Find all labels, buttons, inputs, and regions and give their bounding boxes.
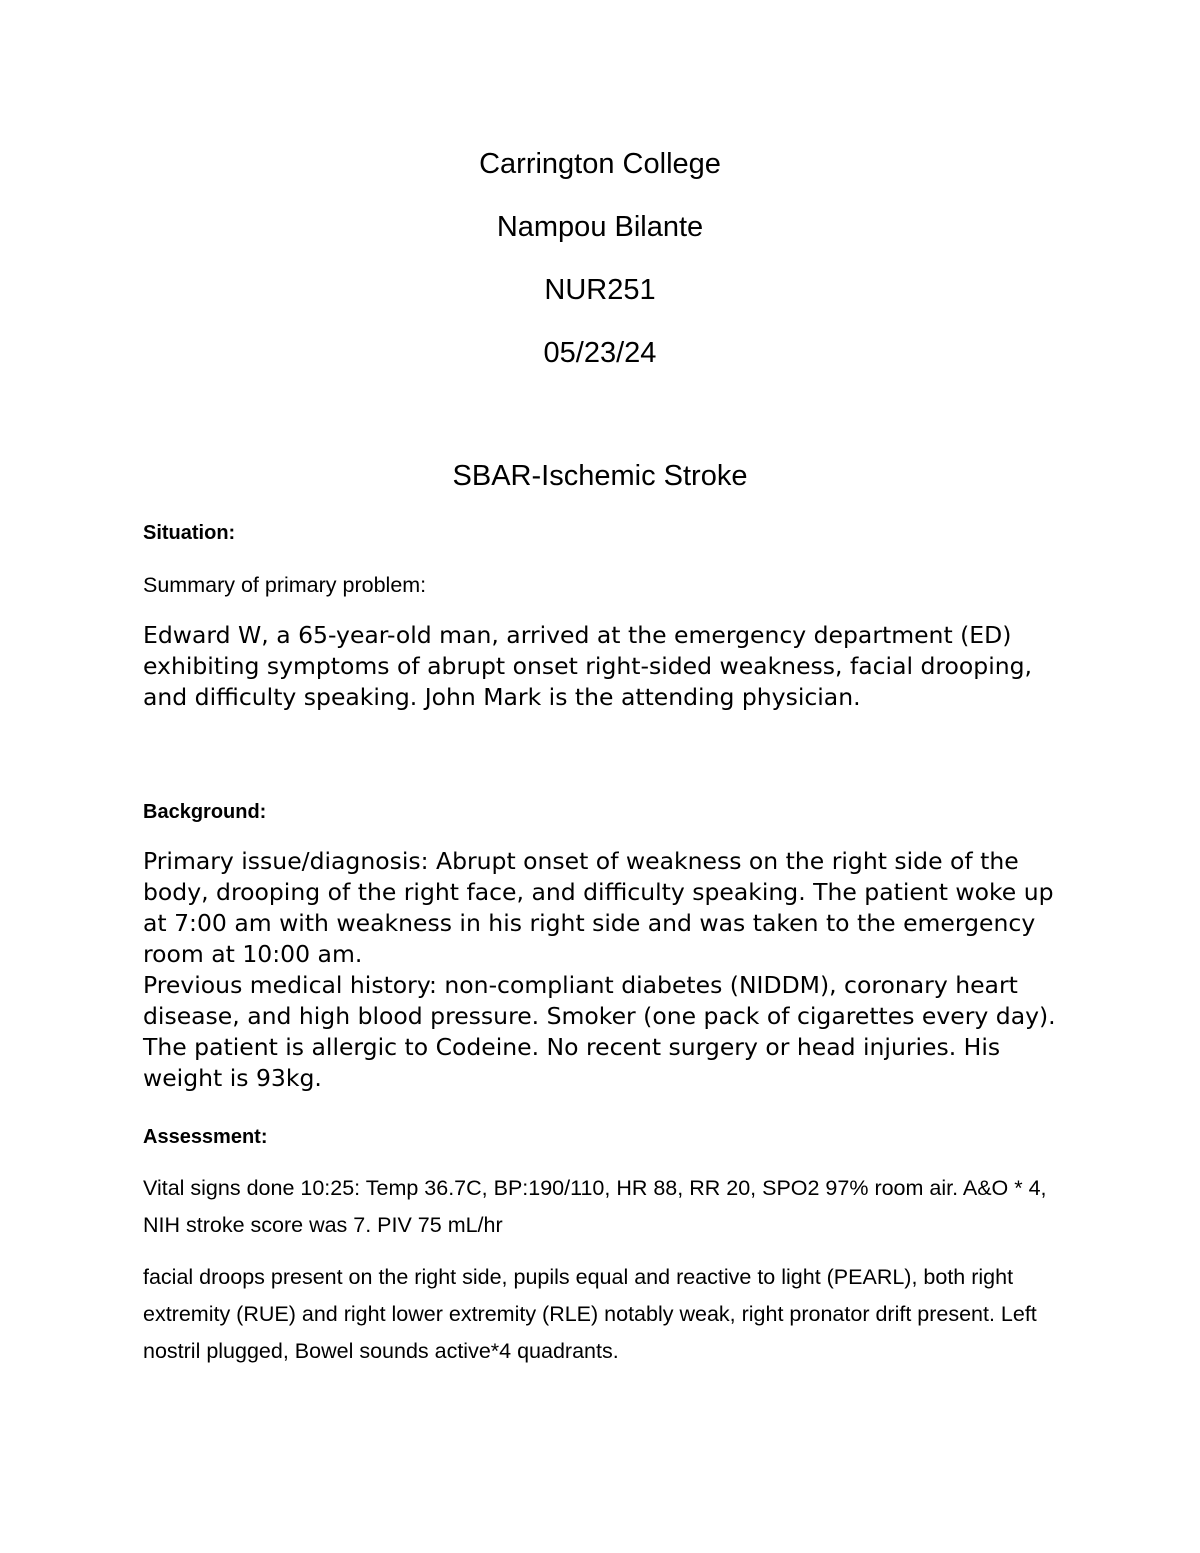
assessment-findings: facial droops present on the right side, pupils equal and reactive to light (PEARL), both right extremity (RUE) and right lower extremity (RLE) notably weak, right pronator drift present. Left nostril plugged, Bowel sounds active*4 quadrants. bbox=[143, 1265, 1037, 1363]
situation-label: Summary of primary problem: bbox=[143, 573, 427, 597]
background-history: Previous medical history: non-compliant diabetes (NIDDM), coronary heart disease, and high blood pressure. Smoker (one pack of cigarettes every day). The patient is allergic to Codeine. No recent surgery or head injuries. His weight is 93kg. bbox=[143, 971, 1056, 1092]
background-heading: Background: bbox=[143, 801, 267, 823]
student-name: Nampou Bilante bbox=[496, 211, 704, 243]
situation-heading: Situation: bbox=[143, 522, 236, 544]
college-name: Carrington College bbox=[479, 148, 721, 180]
document-title: SBAR-Ischemic Stroke bbox=[452, 460, 748, 492]
background-primary: Primary issue/diagnosis: Abrupt onset of weakness on the right side of the body, drooping of the right face, and difficulty speaking. The patient woke up at 7:00 am with weakness in his right side and was taken to the emergency room at 10:00 am. bbox=[143, 847, 1054, 968]
background-section bbox=[143, 846, 1083, 1094]
assessment-vitals: Vital signs done 10:25: Temp 36.7C, BP:190/110, HR 88, RR 20, SPO2 97% room air. A&O * 4, NIH stroke score was 7. PIV 75 mL/hr bbox=[143, 1176, 1047, 1237]
course-code: NUR251 bbox=[544, 274, 656, 306]
situation-text: Edward W, a 65-year-old man, arrived at the emergency department (ED) exhibiting symptoms of abrupt onset right-sided weakness, facial drooping, and difficulty speaking. John Mark is the attending physician. bbox=[143, 621, 1033, 711]
assessment-heading: Assessment: bbox=[143, 1126, 268, 1148]
document-date: 05/23/24 bbox=[543, 337, 657, 369]
